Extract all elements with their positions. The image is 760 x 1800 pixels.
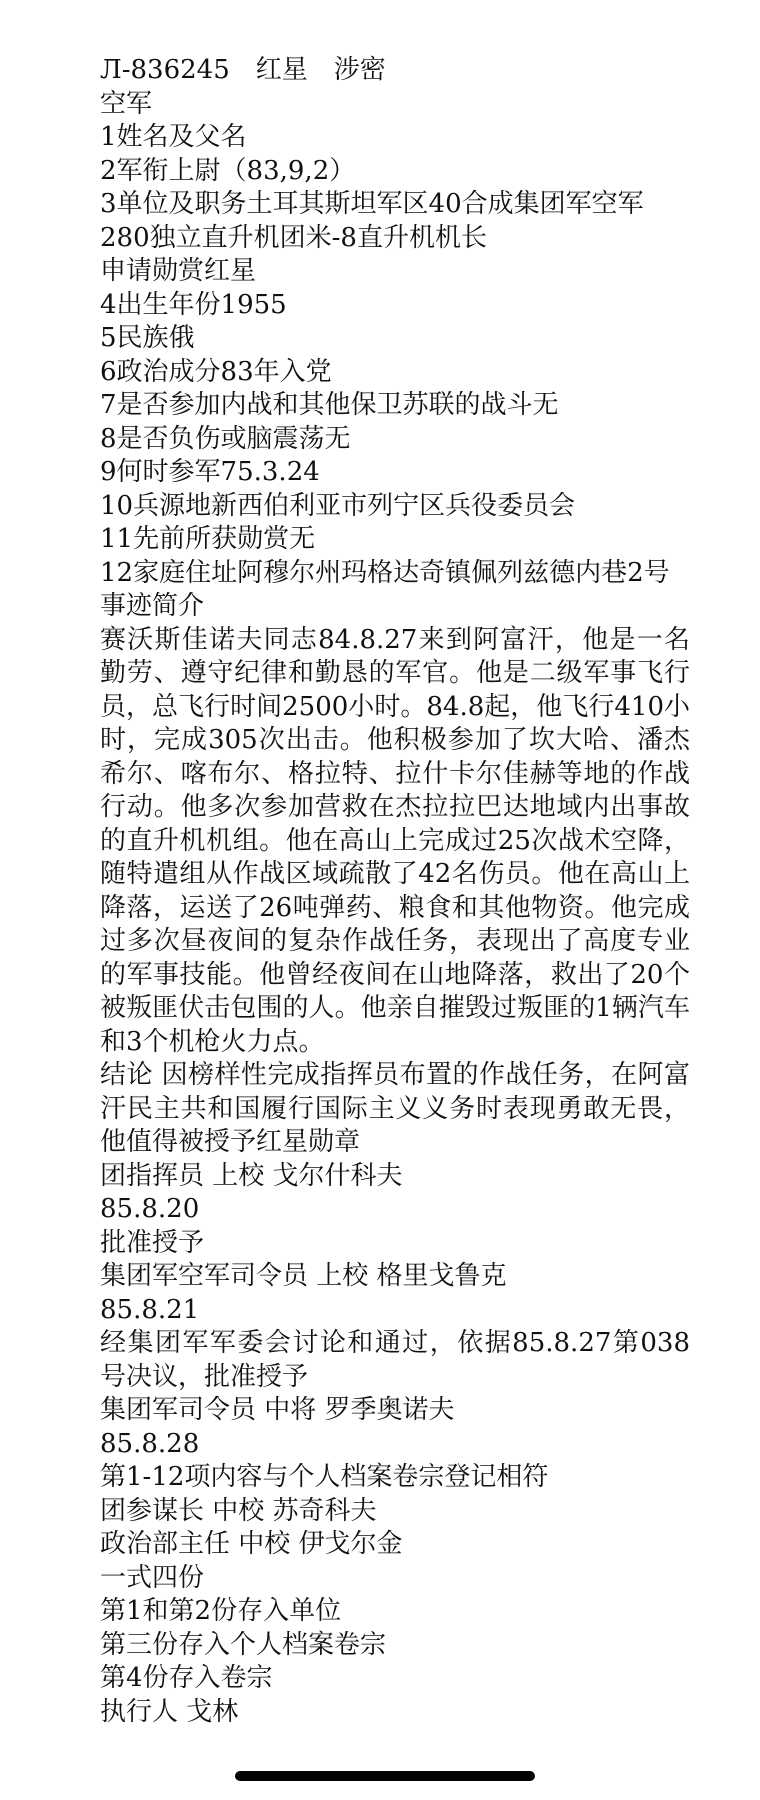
field-party: 6政治成分83年入党: [100, 356, 332, 387]
field-draft-office: 10兵源地新西伯利亚市列宁区兵役委员会: [100, 490, 576, 521]
field-birth-year: 4出生年份1955: [100, 289, 287, 320]
copies-1-2: 第1和第2份存入单位: [100, 1596, 342, 1626]
copy-3: 第三份存入个人档案卷宗: [100, 1629, 387, 1660]
field-name: 1姓名及父名: [100, 122, 247, 152]
field-unit: 3单位及职务土耳其斯坦军区40合成集团军空军: [100, 189, 644, 219]
verification-note: 第1-12项内容与个人档案卷宗登记相符: [100, 1462, 549, 1492]
copies-count: 一式四份: [100, 1562, 205, 1593]
field-ethnicity: 5民族俄: [100, 323, 195, 353]
executor: 执行人 戈林: [100, 1696, 239, 1727]
chief-of-staff: 团参谋长 中校 苏奇科夫: [100, 1495, 377, 1526]
field-unit-cont: 280独立直升机团米-8直升机机长: [100, 222, 487, 253]
council-decision: 经集团军军委会讨论和通过，依据85.8.27第038号决议，批准授予: [100, 1328, 690, 1392]
field-address: 12家庭住址阿穆尔州玛格达奇镇佩列兹德内巷2号: [100, 557, 670, 588]
field-enlisted: 9何时参军75.3.24: [100, 457, 320, 487]
doc-service-branch: 空军: [100, 88, 153, 119]
home-indicator-bar[interactable]: [235, 1771, 535, 1781]
political-chief: 政治部主任 中校 伊戈尔金: [100, 1529, 403, 1559]
summary-paragraph: 赛沃斯佳诺夫同志84.8.27来到阿富汗，他是一名勤劳、遵守纪律和勤恳的军官。他是二级军事飞行员，总飞行时间2500小时。84.8起，他飞行410小时，完成305次出击。他积极参加了坎大哈、潘杰希尔、喀布尔、格拉特、拉什卡尔佳赫等地的作战行动。他多次参加营救在杰拉拉巴达地域内出事故的直升机机组。他在高山上完成过25次战术空降，随特遣组从作战区域疏散了42名伤员。他在高山上降落，运送了26吨弹药、粮食和其他物资。他完成过多次昼夜间的复杂作战任务，表现出了高度专业的军事技能。他曾经夜间在山地降落，救出了20个被叛匪伏击包围的人。他亲自摧毁过叛匪的1辆汽车和3个机枪火力点。: [100, 624, 690, 1057]
summary-heading: 事迹简介: [100, 591, 205, 621]
approval-1: 批准授予: [100, 1227, 205, 1258]
conclusion-paragraph: 结论 因榜样性完成指挥员布置的作战任务，在阿富汗民主共和国履行国际主义义务时表现勇敢无畏，他值得被授予红星勋章: [100, 1060, 690, 1157]
award-request: 申请勋赏红星: [100, 256, 257, 286]
army-commander: 集团军司令员 中将 罗季奥诺夫: [100, 1395, 455, 1425]
date-1: 85.8.20: [100, 1194, 200, 1224]
regiment-commander: 团指挥员 上校 戈尔什科夫: [100, 1160, 403, 1191]
copy-4: 第4份存入卷宗: [100, 1663, 273, 1693]
air-force-commander: 集团军空军司令员 上校 格里戈鲁克: [100, 1261, 507, 1291]
field-prior-awards: 11先前所获勋赏无: [100, 524, 316, 554]
field-rank: 2军衔上尉（83,9,2）: [100, 155, 356, 186]
date-2: 85.8.21: [100, 1294, 200, 1325]
field-civil-war: 7是否参加内战和其他保卫苏联的战斗无: [100, 390, 559, 420]
document-body: [100, 54, 690, 1729]
doc-header: Л-836245 红星 涉密: [100, 55, 386, 85]
field-wounds: 8是否负伤或脑震荡无: [100, 423, 351, 454]
date-3: 85.8.28: [100, 1428, 200, 1459]
